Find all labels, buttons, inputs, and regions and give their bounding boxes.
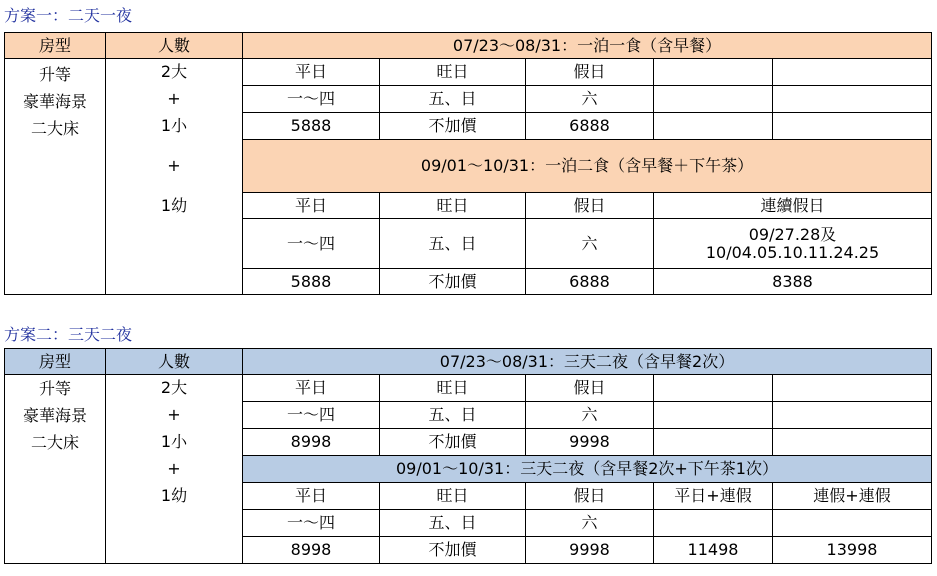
people-line: 2大	[106, 59, 243, 86]
room-type-cell	[5, 375, 106, 564]
table-row	[5, 483, 932, 510]
column-label	[773, 59, 932, 86]
price-cell	[773, 113, 932, 140]
column-label: 平日	[243, 59, 380, 86]
plan-2-table	[4, 348, 932, 564]
people-line: 1小	[106, 113, 243, 140]
column-label: 連續假日	[654, 193, 932, 219]
plan-2-header-row	[5, 349, 932, 375]
plan-2-title: 方案二：三天二夜	[4, 325, 133, 344]
plan-1-table	[4, 32, 932, 295]
day-range	[773, 510, 932, 537]
day-range: 一～四	[243, 510, 380, 537]
table-row	[5, 375, 932, 402]
price-cell: 13998	[773, 537, 932, 564]
day-range: 一～四	[243, 402, 380, 429]
day-range: 五、日	[380, 219, 526, 269]
price-cell	[773, 429, 932, 456]
people-line: 1小	[106, 429, 243, 456]
people-blank	[106, 510, 243, 537]
column-label: 旺日	[380, 193, 526, 219]
table-row	[5, 269, 932, 295]
day-range	[773, 86, 932, 113]
price-cell: 不加價	[380, 537, 526, 564]
column-label: 假日	[526, 375, 654, 402]
day-range	[654, 86, 773, 113]
room-type-header: 房型	[5, 349, 106, 375]
plan-1-header-row	[5, 33, 932, 59]
people-header: 人數	[106, 33, 243, 59]
price-cell: 5888	[243, 269, 380, 295]
column-label: 旺日	[380, 59, 526, 86]
holiday-dates-line: 10/04.05.10.11.24.25	[705, 242, 880, 262]
column-label: 平日	[243, 193, 380, 219]
table-row	[5, 219, 932, 269]
table-row	[5, 193, 932, 219]
table-row	[5, 537, 932, 564]
price-cell: 6888	[526, 113, 654, 140]
column-label	[773, 375, 932, 402]
day-range: 六	[526, 510, 654, 537]
period-1-label: 07/23～08/31：三天二夜（含早餐2次）	[243, 349, 932, 375]
table-row	[5, 510, 932, 537]
room-type-cell	[5, 59, 106, 295]
price-cell: 5888	[243, 113, 380, 140]
room-line: 二大床	[30, 433, 79, 452]
people-blank	[106, 537, 243, 564]
people-line: +	[106, 456, 243, 483]
column-label: 旺日	[380, 375, 526, 402]
holiday-dates	[654, 219, 932, 269]
period-1-label: 07/23～08/31：一泊一食（含早餐）	[243, 33, 932, 59]
people-blank	[106, 269, 243, 295]
price-cell: 11498	[654, 537, 773, 564]
people-line: +	[106, 402, 243, 429]
period-2-label: 09/01～10/31：三天二夜（含早餐2次+下午茶1次）	[243, 456, 932, 483]
room-line: 升等	[38, 379, 71, 398]
day-range: 六	[526, 86, 654, 113]
price-cell	[654, 429, 773, 456]
column-label	[654, 375, 773, 402]
column-label: 平日	[243, 483, 380, 510]
column-label: 平日	[243, 375, 380, 402]
plan-1-title: 方案一：二天一夜	[4, 6, 133, 25]
people-blank	[106, 219, 243, 269]
price-cell: 8998	[243, 537, 380, 564]
column-label: 連假+連假	[773, 483, 932, 510]
price-cell: 9998	[526, 429, 654, 456]
day-range: 一～四	[243, 86, 380, 113]
column-label: 假日	[526, 193, 654, 219]
column-label: 假日	[526, 59, 654, 86]
people-line: +	[106, 86, 243, 113]
people-line: 1幼	[106, 193, 243, 219]
price-cell	[654, 113, 773, 140]
day-range: 五、日	[380, 510, 526, 537]
room-type-header: 房型	[5, 33, 106, 59]
day-range: 五、日	[380, 402, 526, 429]
day-range: 一～四	[243, 219, 380, 269]
room-line: 豪華海景	[22, 406, 87, 425]
day-range: 五、日	[380, 86, 526, 113]
table-row	[5, 456, 932, 483]
table-row	[5, 429, 932, 456]
people-line: 1幼	[106, 483, 243, 510]
price-cell: 8998	[243, 429, 380, 456]
people-header: 人數	[106, 349, 243, 375]
day-range: 六	[526, 402, 654, 429]
table-row	[5, 86, 932, 113]
table-row	[5, 140, 932, 193]
column-label	[654, 59, 773, 86]
price-cell: 6888	[526, 269, 654, 295]
table-row	[5, 113, 932, 140]
price-cell: 不加價	[380, 429, 526, 456]
people-line: 2大	[106, 375, 243, 402]
room-line: 豪華海景	[22, 92, 87, 111]
column-label: 旺日	[380, 483, 526, 510]
price-cell: 不加價	[380, 269, 526, 295]
day-range	[654, 402, 773, 429]
day-range	[773, 402, 932, 429]
column-label: 平日+連假	[654, 483, 773, 510]
table-row	[5, 402, 932, 429]
people-line: +	[106, 140, 243, 193]
holiday-dates-line: 09/27.28及	[748, 224, 837, 244]
price-cell: 9998	[526, 537, 654, 564]
column-label: 假日	[526, 483, 654, 510]
room-line: 二大床	[30, 119, 79, 138]
price-cell: 不加價	[380, 113, 526, 140]
day-range	[654, 510, 773, 537]
room-line: 升等	[38, 65, 71, 84]
price-cell: 8388	[654, 269, 932, 295]
period-2-label: 09/01～10/31：一泊二食（含早餐＋下午茶）	[243, 140, 932, 193]
day-range: 六	[526, 219, 654, 269]
table-row	[5, 59, 932, 86]
